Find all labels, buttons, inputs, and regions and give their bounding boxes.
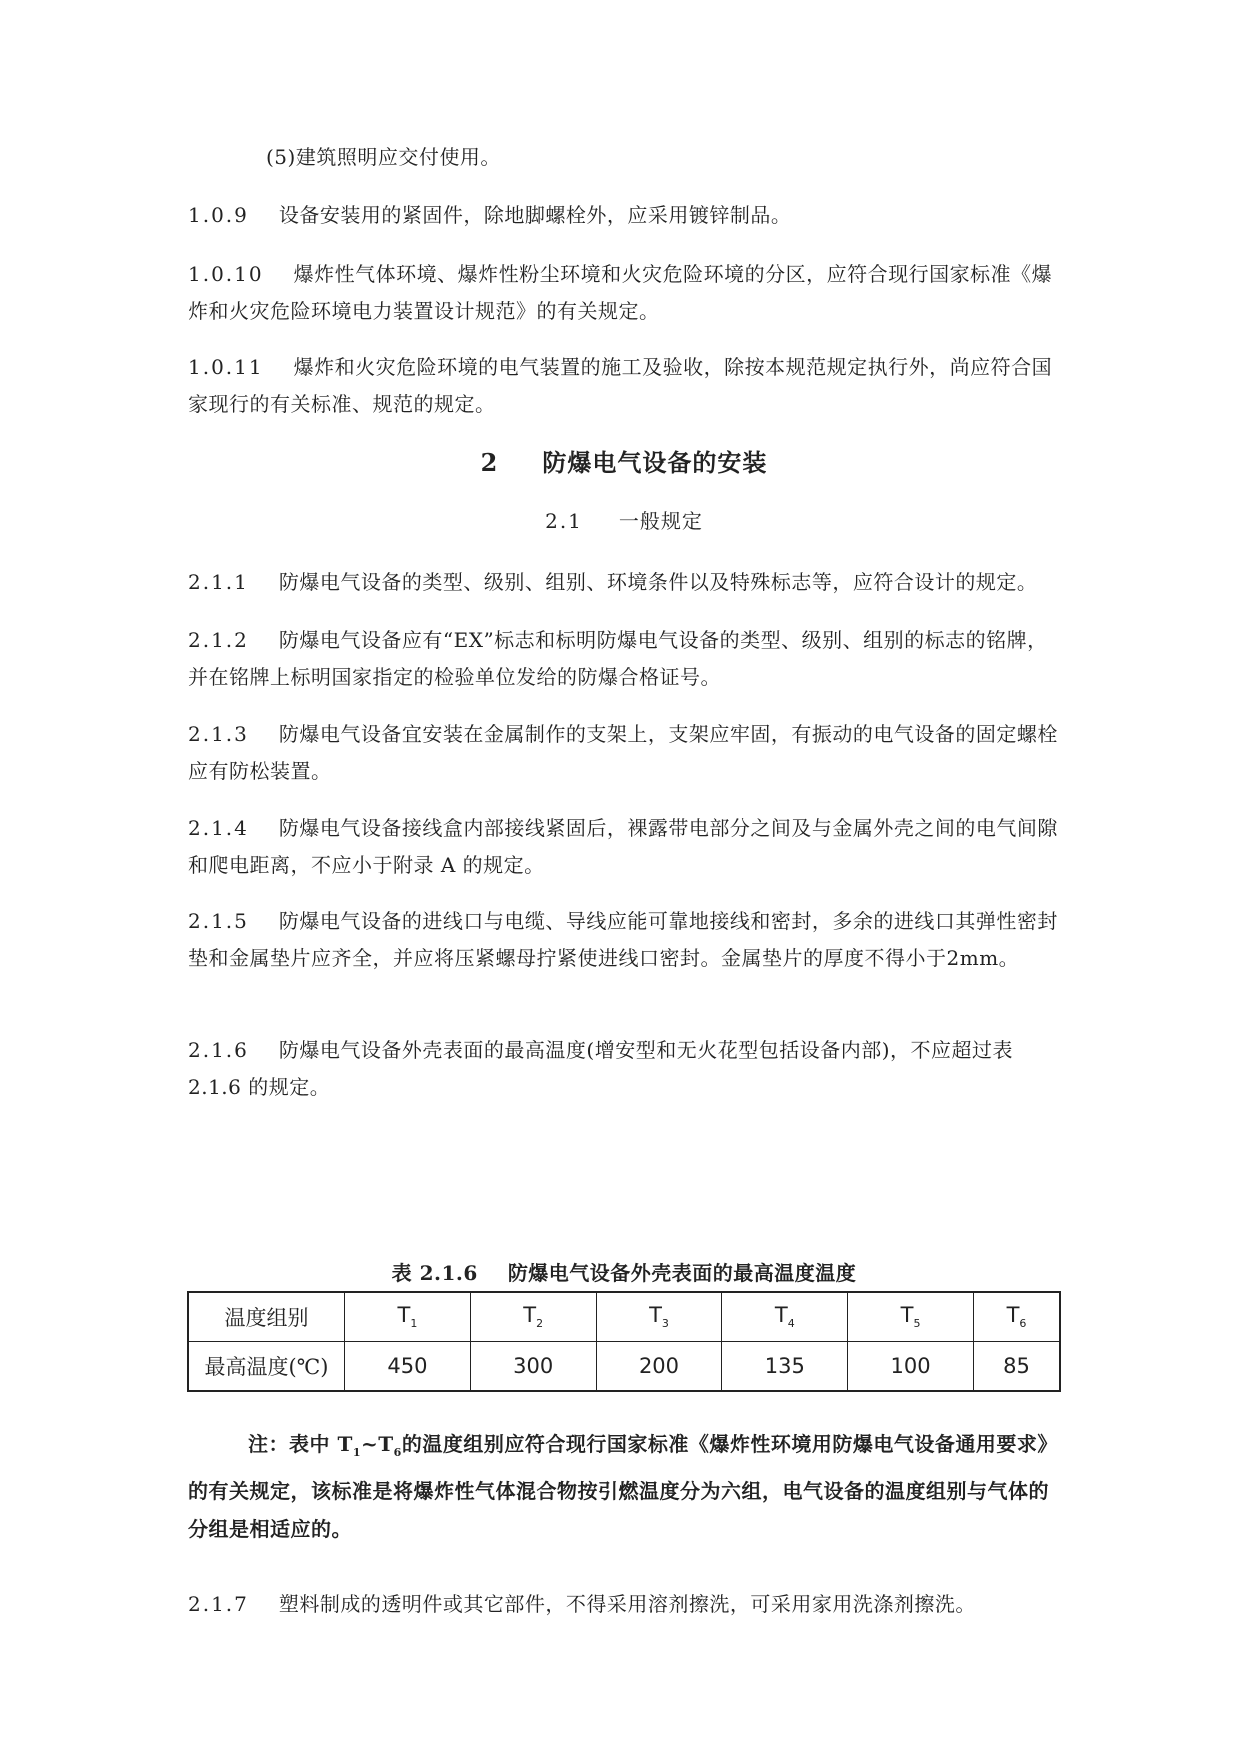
clause-2-1-2 [188,622,1060,696]
clause-2-1-4 [188,810,1060,884]
clause-text: 防爆电气设备应有“EX”标志和标明防爆电气设备的类型、级别、组别的标志的铭牌，并在铭牌上标明国家指定的检验单位发给的防爆合格证号。 [188,628,1048,689]
table-row [188,1342,1060,1392]
clause-number: 2.1.3 [188,722,249,746]
clause-number: 2.1.1 [188,570,249,594]
clause-text: (5)建筑照明应交付使用。 [266,145,501,169]
clause-item-5 [266,139,1138,176]
section-title-text: 一般规定 [618,509,703,533]
table-cell-group: $T_5$ [848,1292,974,1342]
section-heading [188,505,1060,534]
table-cell-temperature: 135 [722,1342,848,1392]
clause-1-0-10 [188,256,1060,330]
table-note: 注：表中 $T_1\sim T_6$的温度组别应符合现行国家标准《爆炸性环境用防爆电气设备通用要求》的有关规定，该标准是将爆炸性气体混合物按引燃温度分为六组，电气设备的温度组别与气体的分组是相适应的。 [188,1432,1058,1541]
table-cell-group: $T_2$ [470,1292,596,1342]
clause-text: 防爆电气设备的类型、级别、组别、环境条件以及特殊标志等，应符合设计的规定。 [278,570,1038,594]
row-header-temperature: 最高温度(℃) [188,1342,345,1392]
clause-text: 防爆电气设备的进线口与电缆、导线应能可靠地接线和密封，多余的进线口其弹性密封垫和金属垫片应齐全，并应将压紧螺母拧紧使进线口密封。金属垫片的厚度不得小于2mm。 [188,909,1058,970]
clause-number: 2.1.4 [188,816,249,840]
chapter-heading [188,443,1060,478]
clause-text: 塑料制成的透明件或其它部件，不得采用溶剂擦洗，可采用家用洗涤剂擦洗。 [278,1592,976,1616]
clause-2-1-6 [188,1032,1060,1106]
clause-number: 1.0.10 [188,262,264,286]
table-cell-group: $T_3$ [596,1292,722,1342]
table-cell-temperature: 100 [848,1342,974,1392]
clause-2-1-3 [188,716,1060,790]
clause-2-1-1 [188,564,1060,601]
section-number: 2.1 [545,509,583,533]
clause-text: 防爆电气设备外壳表面的最高温度(增安型和无火花型包括设备内部)，不应超过表 2.1.6 的规定。 [188,1038,1013,1099]
table-row [188,1292,1060,1342]
table-caption [188,1257,1060,1286]
chapter-title-text: 防爆电气设备的安装 [542,448,768,477]
clause-1-0-11 [188,349,1060,423]
clause-2-1-5 [188,903,1060,977]
note-text: 的温度组别应符合现行国家标准《爆炸性环境用防爆电气设备通用要求》的有关规定，该标准是将爆炸性气体混合物按引燃温度分为六组，电气设备的温度组别与气体的分组是相适应的。 [188,1432,1058,1541]
clause-text: 防爆电气设备接线盒内部接线紧固后，裸露带电部分之间及与金属外壳之间的电气间隙和爬电距离，不应小于附录 A 的规定。 [188,816,1058,877]
chapter-number: 2 [480,448,499,477]
table-title: 防爆电气设备外壳表面的最高温度温度 [507,1261,857,1285]
clause-text: 防爆电气设备宜安装在金属制作的支架上，支架应牢固，有振动的电气设备的固定螺栓应有防松装置。 [188,722,1058,783]
clause-number: 1.0.11 [188,355,264,379]
table-cell-group: $T_1$ [345,1292,471,1342]
table-cell-temperature: 450 [345,1342,471,1392]
clause-text: 爆炸和火灾危险环境的电气装置的施工及验收，除按本规范规定执行外，尚应符合国家现行的有关标准、规范的规定。 [188,355,1053,416]
clause-text: 设备安装用的紧固件，除地脚螺栓外，应采用镀锌制品。 [278,203,792,227]
clause-number: 1.0.9 [188,203,249,227]
row-header-group: 温度组别 [188,1292,345,1342]
table-cell-group: $T_6$ [973,1292,1060,1342]
clause-number: 2.1.7 [188,1592,249,1616]
clause-text: 爆炸性气体环境、爆炸性粉尘环境和火灾危险环境的分区，应符合现行国家标准《爆炸和火灾危险环境电力装置设计规范》的有关规定。 [188,262,1053,323]
clause-1-0-9 [188,197,1060,234]
clause-number: 2.1.2 [188,628,249,652]
table-cell-temperature: 300 [470,1342,596,1392]
clause-number: 2.1.5 [188,909,249,933]
clause-2-1-7 [188,1586,1060,1623]
table-number: 表 2.1.6 [391,1261,478,1285]
temperature-table [187,1291,1061,1392]
table-cell-temperature: 200 [596,1342,722,1392]
clause-number: 2.1.6 [188,1038,249,1062]
table-cell-temperature: 85 [973,1342,1060,1392]
table-cell-group: $T_4$ [722,1292,848,1342]
